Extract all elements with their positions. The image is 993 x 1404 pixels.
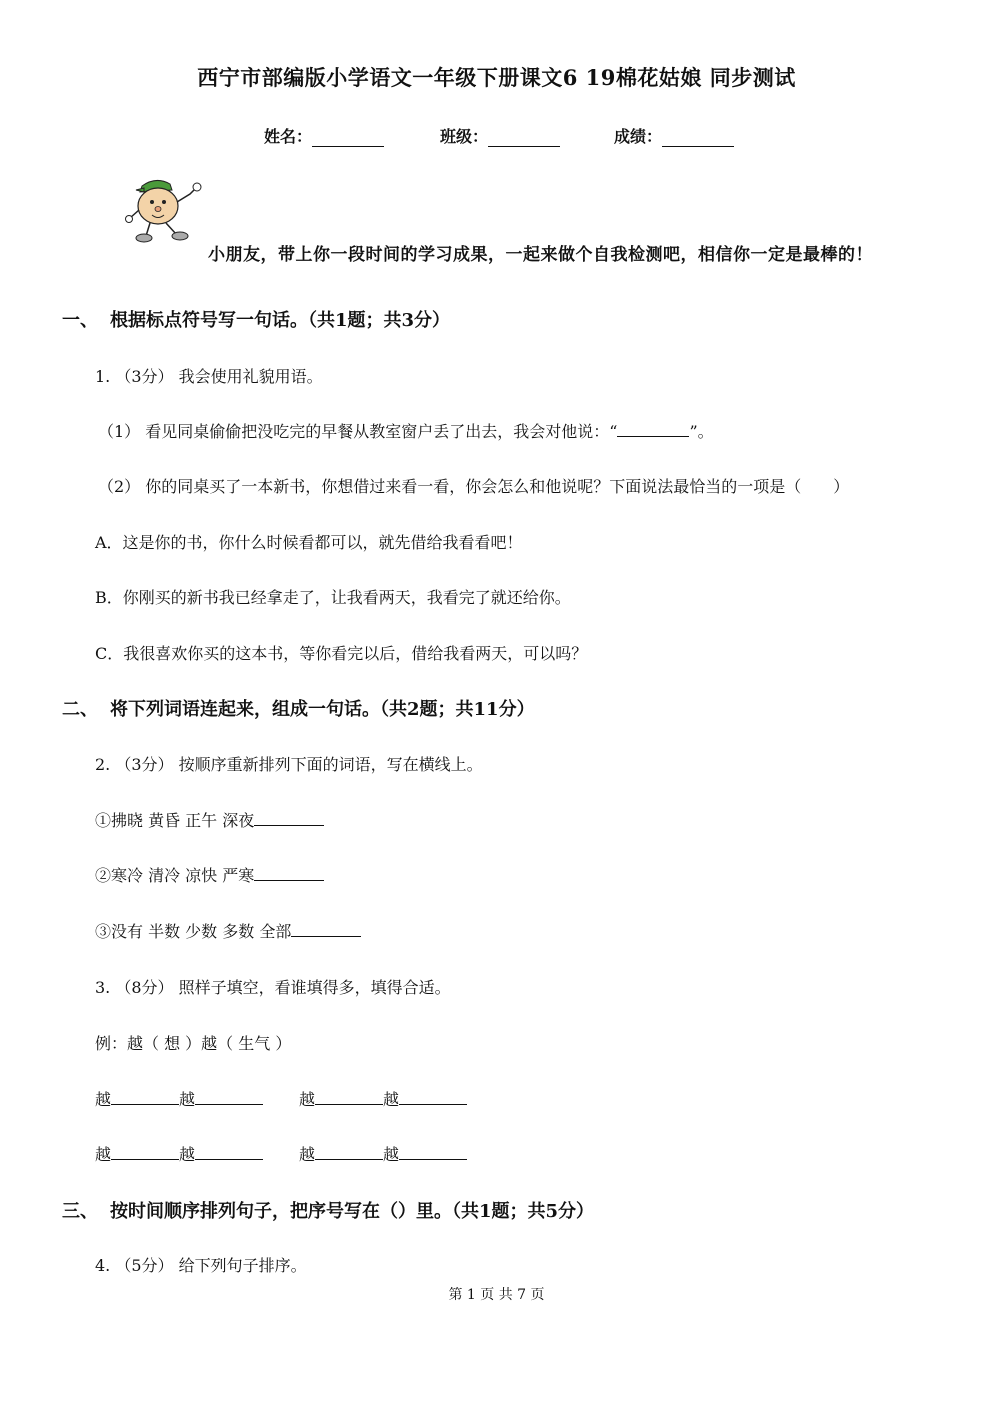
name-blank[interactable]: [312, 130, 384, 147]
question-3-fill-row-2: [95, 1142, 467, 1165]
fill-blank[interactable]: [315, 1144, 383, 1160]
section-2-heading: [62, 695, 535, 721]
score-field[interactable]: [614, 124, 734, 147]
question-1-part-1: [98, 419, 714, 442]
question-1-stem: 1. （3分） 我会使用礼貌用语。: [95, 367, 323, 386]
question-2-row-2-words: ②寒冷 清冷 凉快 严寒: [95, 866, 255, 885]
score-label: 成绩：: [614, 127, 663, 146]
question-2-row-1-words: ①拂晓 黄昏 正午 深夜: [95, 811, 255, 830]
yue-char: 越: [383, 1090, 400, 1109]
question-2-row-3-blank[interactable]: [291, 921, 361, 937]
option-c[interactable]: C．我很喜欢你买的这本书，等你看完以后，借给我看两天，可以吗？: [95, 644, 588, 663]
fill-blank[interactable]: [315, 1089, 383, 1105]
question-2-row-3: [95, 919, 361, 942]
question-4-stem: 4. （5分） 给下列句子排序。: [95, 1256, 307, 1275]
yue-char: 越: [95, 1145, 112, 1164]
mascot-illustration: [122, 176, 206, 244]
question-2-row-3-words: ③没有 半数 少数 多数 全部: [95, 922, 292, 941]
section-3-number: 三、: [62, 1201, 98, 1222]
section-1-title: 根据标点符号写一句话。（共1题；共3分）: [110, 310, 451, 331]
score-blank[interactable]: [662, 130, 734, 147]
question-3-fill-row-1: [95, 1087, 467, 1110]
question-3-stem: 3. （8分） 照样子填空，看谁填得多，填得合适。: [95, 978, 451, 997]
question-2-row-1-blank[interactable]: [254, 810, 324, 826]
option-a[interactable]: A．这是你的书，你什么时候看都可以，就先借给我看看吧！: [95, 533, 523, 552]
page-footer: 第 1 页 共 7 页: [448, 1287, 545, 1303]
yue-char: 越: [383, 1145, 400, 1164]
question-2-row-1: [95, 808, 324, 831]
section-1-number: 一、: [62, 310, 98, 331]
yue-char: 越: [179, 1145, 196, 1164]
class-blank[interactable]: [488, 130, 560, 147]
section-3-title: 按时间顺序排列句子，把序号写在（）里。（共1题；共5分）: [110, 1201, 595, 1222]
fill-blank[interactable]: [195, 1144, 263, 1160]
yue-char: 越: [179, 1090, 196, 1109]
encouragement-text: 小朋友，带上你一段时间的学习成果，一起来做个自我检测吧，相信你一定是最棒的！: [208, 245, 873, 265]
section-2-title: 将下列词语连起来，组成一句话。（共2题；共11分）: [110, 699, 535, 720]
name-label: 姓名：: [264, 127, 313, 146]
section-1-heading: [62, 306, 450, 332]
fill-blank[interactable]: [195, 1089, 263, 1105]
fill-blank[interactable]: [111, 1089, 179, 1105]
yue-char: 越: [299, 1145, 316, 1164]
yue-char: 越: [299, 1090, 316, 1109]
class-field[interactable]: [440, 124, 560, 147]
question-2-row-2: [95, 863, 324, 886]
question-3-example: 例：越（ 想 ）越（ 生气 ）: [95, 1034, 292, 1053]
question-1-part-1-suffix: ”。: [689, 422, 714, 441]
question-2-row-2-blank[interactable]: [254, 865, 324, 881]
name-field[interactable]: [264, 124, 384, 147]
fill-blank[interactable]: [399, 1089, 467, 1105]
question-1-part-1-prefix: （1） 看见同桌偷偷把没吃完的早餐从教室窗户丢了出去，我会对他说：“: [98, 422, 618, 441]
fill-blank[interactable]: [399, 1144, 467, 1160]
question-1-part-2: （2） 你的同桌买了一本新书，你想借过来看一看，你会怎么和他说呢？下面说法最恰当的一项是（ ）: [98, 477, 850, 496]
option-b[interactable]: B．你刚买的新书我已经拿走了，让我看两天，我看完了就还给你。: [95, 588, 571, 607]
yue-char: 越: [95, 1090, 112, 1109]
question-1-part-1-blank[interactable]: [617, 421, 689, 437]
fill-blank[interactable]: [111, 1144, 179, 1160]
section-2-number: 二、: [62, 699, 98, 720]
question-2-stem: 2. （3分） 按顺序重新排列下面的词语，写在横线上。: [95, 755, 483, 774]
class-label: 班级：: [440, 127, 489, 146]
section-3-heading: [62, 1197, 594, 1223]
page-title: 西宁市部编版小学语文一年级下册课文6 19棉花姑娘 同步测试: [197, 65, 796, 90]
